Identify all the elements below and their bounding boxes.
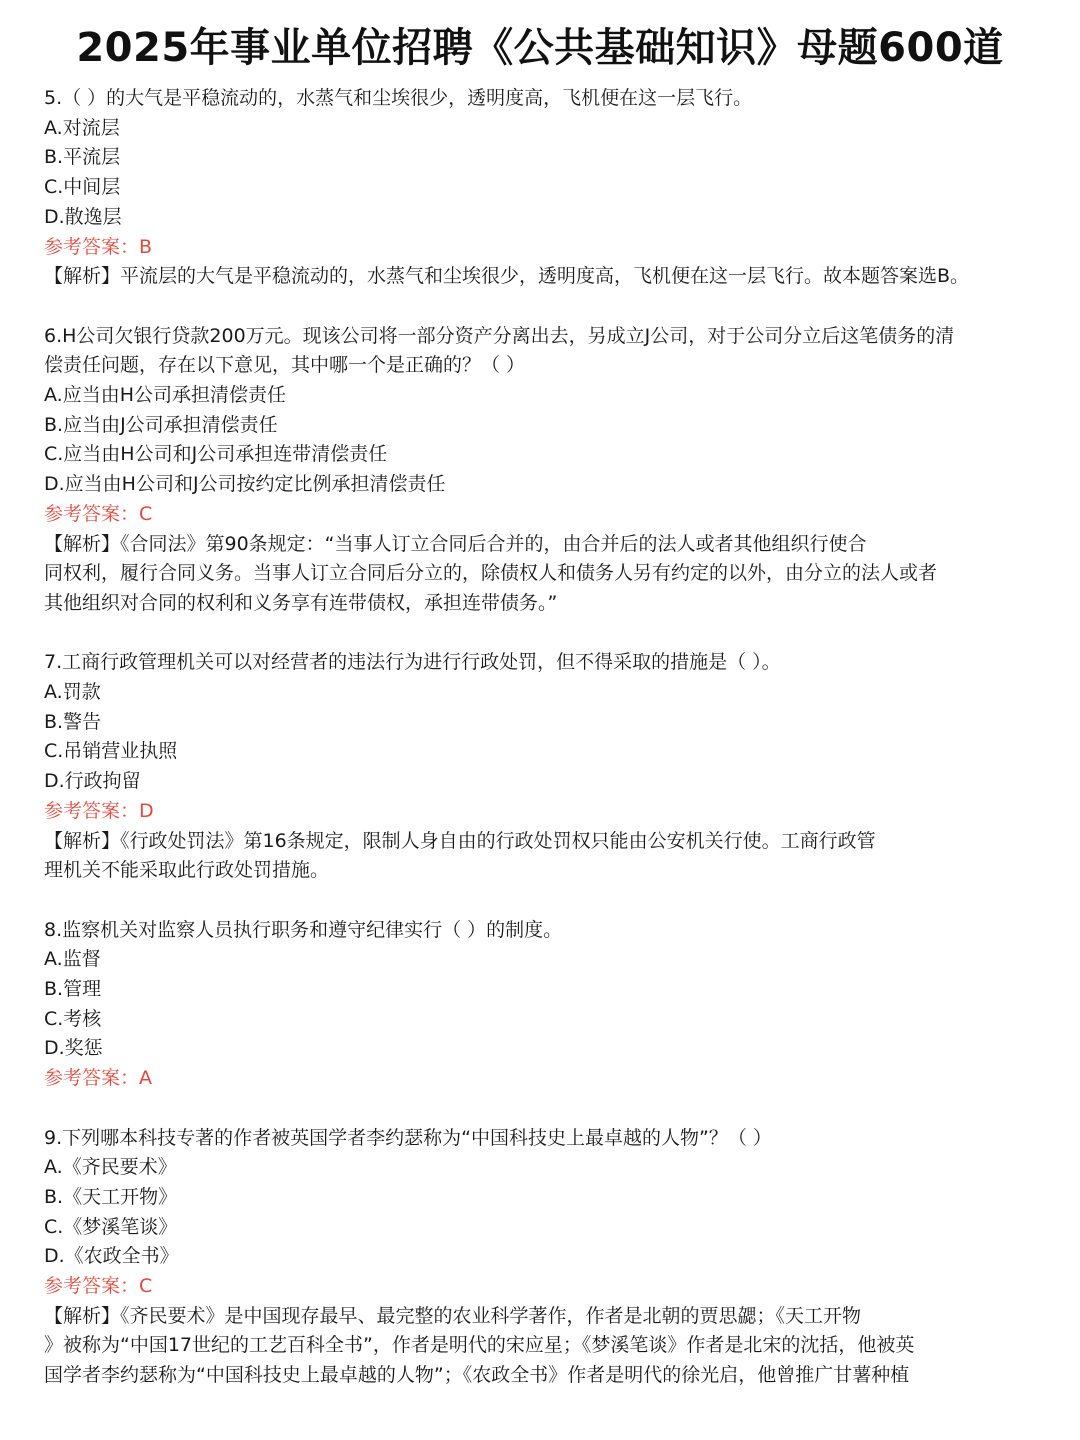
analysis-line: 同权利，履行合同义务。当事人订立合同后分立的，除债权人和债务人另有约定的以外，由分立的法人或者: [44, 562, 938, 585]
option-c: C.中间层: [44, 176, 121, 199]
option-d: D.应当由H公司和J公司按约定比例承担清偿责任: [44, 473, 446, 496]
question-5: [44, 84, 1080, 292]
option-d: D.《农政全书》: [44, 1245, 179, 1268]
spacer: [44, 886, 1080, 916]
question-8: [44, 916, 1080, 1094]
question-stem: 偿责任问题，存在以下意见，其中哪一个是正确的？（ ）: [44, 354, 526, 377]
option-a: A.应当由H公司承担清偿责任: [44, 384, 286, 407]
analysis-line: 》被称为“中国17世纪的工艺百科全书”，作者是明代的宋应星；《梦溪笔谈》作者是北宋的沈括，他被英: [44, 1334, 915, 1357]
question-stem: 5.（ ）的大气是平稳流动的，水蒸气和尘埃很少，透明度高，飞机便在这一层飞行。: [44, 87, 753, 109]
question-9: [44, 1124, 1080, 1391]
question-stem: 7.工商行政管理机关可以对经营者的违法行为进行行政处罚，但不得采取的措施是（ ）。: [44, 651, 781, 674]
option-c: C.应当由H公司和J公司承担连带清偿责任: [44, 443, 388, 466]
option-c: C.《梦溪笔谈》: [44, 1215, 178, 1238]
spacer: [44, 1094, 1080, 1124]
reference-answer: 参考答案：A: [44, 1067, 152, 1090]
question-stem: 9.下列哪本科技专著的作者被英国学者李约瑟称为“中国科技史上最卓越的人物”？（ ）: [44, 1126, 772, 1149]
page-title: 2025年事业单位招聘《公共基础知识》母题600道: [76, 25, 1004, 71]
question-stem: 8.监察机关对监察人员执行职务和遵守纪律实行（ ）的制度。: [44, 918, 563, 941]
analysis-line: 其他组织对合同的权利和义务享有连带债权，承担连带债务。”: [44, 591, 558, 614]
option-c: C.吊销营业执照: [44, 740, 178, 763]
option-d: D.行政拘留: [44, 770, 141, 793]
option-b: B.应当由J公司承担清偿责任: [44, 413, 278, 436]
spacer: [44, 619, 1080, 649]
question-stem: 6.H公司欠银行贷款200万元。现该公司将一部分资产分离出去，另成立J公司，对于公司分立后这笔债务的清: [44, 324, 955, 347]
analysis-line: 【解析】《合同法》第90条规定：“当事人订立合同后合并的，由合并后的法人或者其他组织行使合: [44, 532, 867, 555]
analysis-line: 【解析】《行政处罚法》第16条规定，限制人身自由的行政处罚权只能由公安机关行使。工商行政管: [44, 829, 876, 852]
option-b: B.警告: [44, 710, 102, 733]
option-b: B.平流层: [44, 146, 121, 169]
reference-answer: 参考答案：B: [44, 235, 153, 258]
analysis-line: 【解析】《齐民要术》是中国现存最早、最完整的农业科学著作，作者是北朝的贾思勰；《天工开物: [44, 1304, 862, 1327]
analysis-line: 理机关不能采取此行政处罚措施。: [44, 859, 330, 882]
option-a: A.罚款: [44, 681, 101, 704]
question-7: [44, 648, 1080, 886]
analysis-line: 【解析】平流层的大气是平稳流动的，水蒸气和尘埃很少，透明度高，飞机便在这一层飞行。故本题答案选B。: [44, 265, 970, 288]
spacer: [44, 292, 1080, 322]
option-a: A.对流层: [44, 116, 120, 139]
option-d: D.散逸层: [44, 205, 122, 228]
option-a: A.《齐民要术》: [44, 1156, 177, 1179]
option-b: B.管理: [44, 978, 102, 1001]
analysis-line: 国学者李约瑟称为“中国科技史上最卓越的人物”；《农政全书》作者是明代的徐光启，他曾推广甘薯种植: [44, 1364, 910, 1387]
reference-answer: 参考答案：C: [44, 1275, 153, 1298]
question-6: [44, 322, 1080, 619]
option-a: A.监督: [44, 948, 101, 971]
option-d: D.奖惩: [44, 1037, 103, 1060]
reference-answer: 参考答案：C: [44, 502, 153, 525]
reference-answer: 参考答案：D: [44, 799, 154, 822]
option-b: B.《天工开物》: [44, 1185, 178, 1208]
option-c: C.考核: [44, 1007, 102, 1030]
